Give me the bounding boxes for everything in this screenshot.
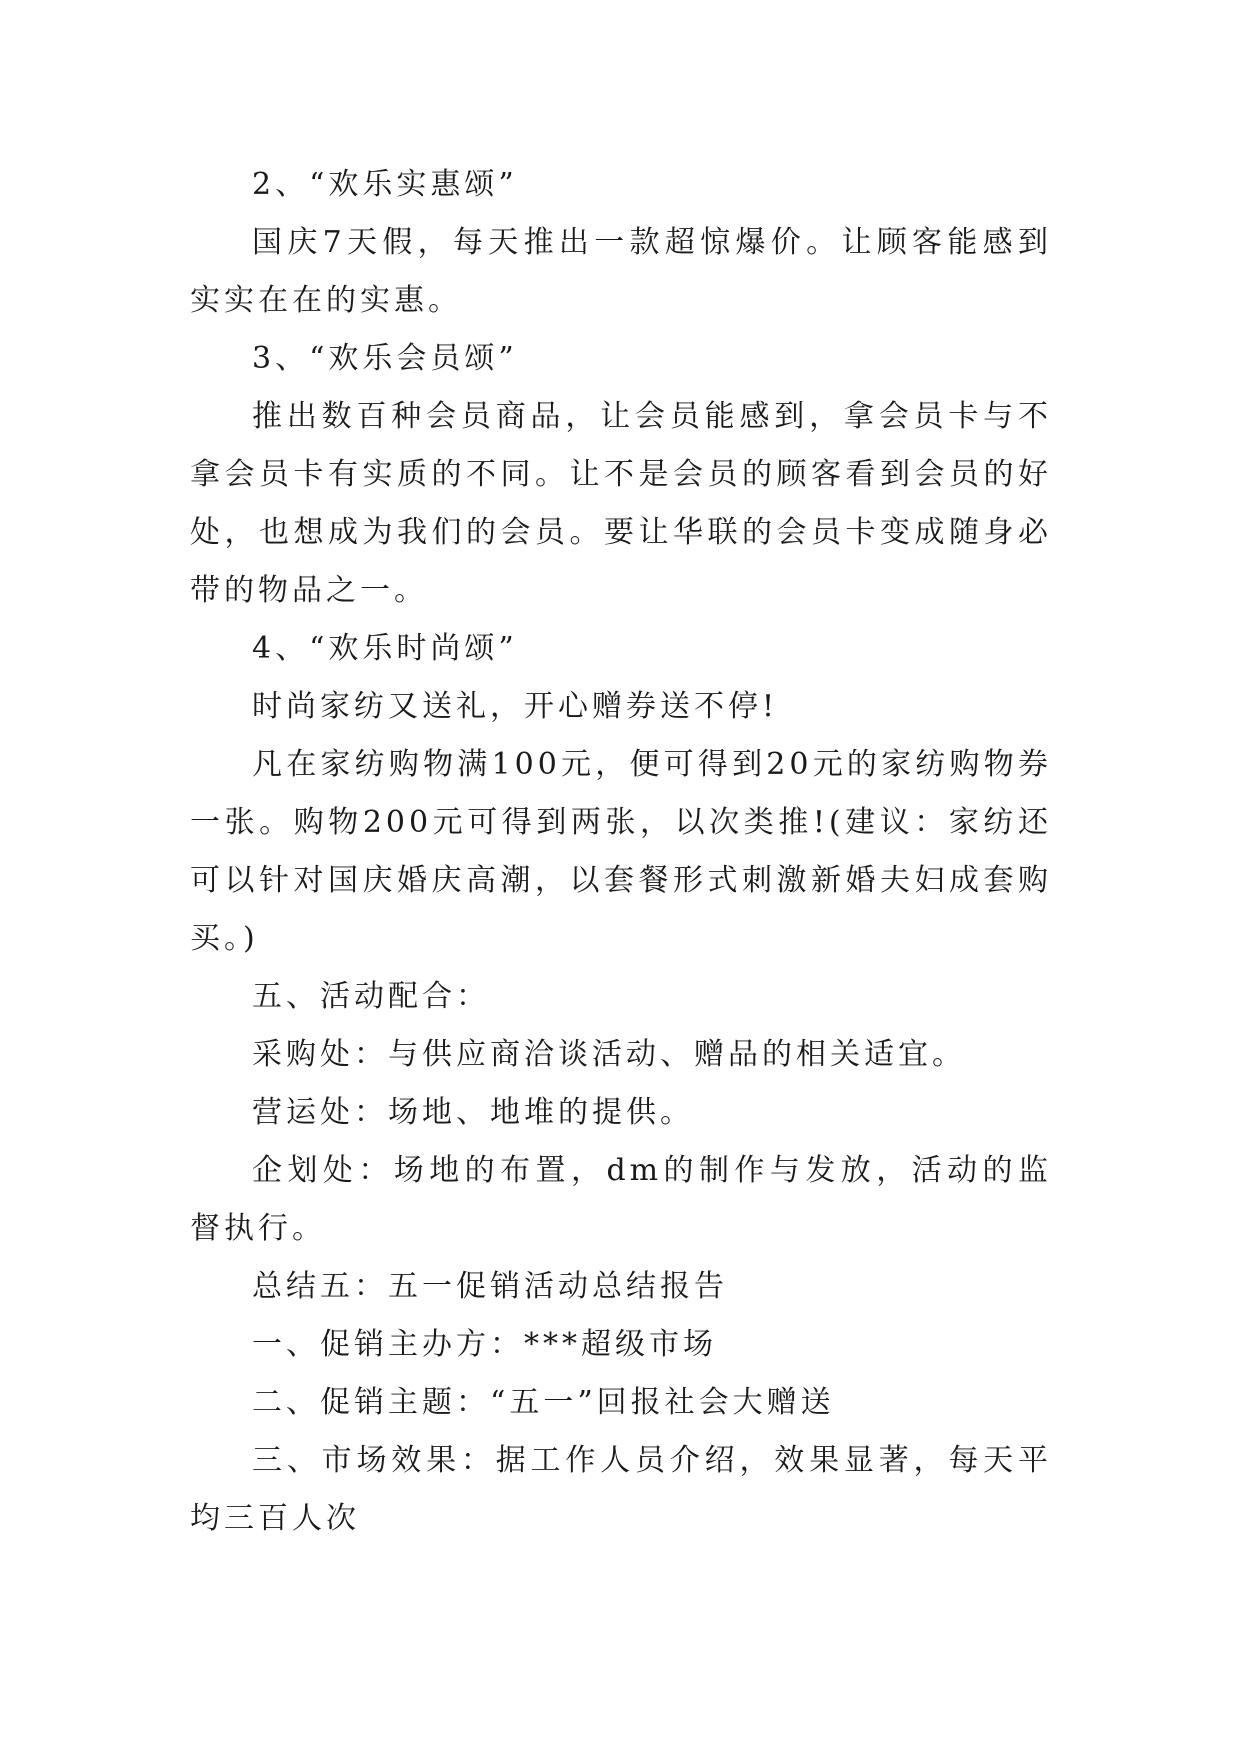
heading-happy-members: 3、“欢乐会员颂” — [252, 341, 518, 376]
heading-happy-fashion: 4、“欢乐时尚颂” — [252, 631, 518, 666]
heading-summary-five: 总结五：五一促销活动总结报告 — [252, 1269, 728, 1304]
paragraph-market-effect: 三、市场效果：据工作人员介绍，效果显著，每天平均三百人次 — [190, 1443, 1052, 1536]
paragraph-coupon-rules: 凡在家纺购物满100元，便可得到20元的家纺购物券一张。购物200元可得到两张，以次类推!(建议：家纺还可以针对国庆婚庆高潮，以套餐形式刺激新婚夫妇成套购买。) — [190, 747, 1052, 956]
document-body — [190, 156, 1052, 1548]
paragraph-fashion-gifts: 时尚家纺又送礼，开心赠券送不停! — [252, 689, 779, 724]
heading-activity-coordination: 五、活动配合： — [252, 979, 490, 1014]
paragraph-promotion-organizer: 一、促销主办方：***超级市场 — [252, 1327, 717, 1362]
paragraph-member-goods: 推出数百种会员商品，让会员能感到，拿会员卡与不拿会员卡有实质的不同。让不是会员的顾客看到会员的好处，也想成为我们的会员。要让华联的会员卡变成随身必带的物品之一。 — [190, 399, 1052, 608]
paragraph-promotion-theme: 二、促销主题：“五一”回报社会大赠送 — [252, 1385, 835, 1420]
paragraph-planning-dept: 企划处：场地的布置，dm的制作与发放，活动的监督执行。 — [190, 1153, 1052, 1246]
paragraph-national-day-deals: 国庆7天假，每天推出一款超惊爆价。让顾客能感到实实在在的实惠。 — [190, 225, 1052, 318]
paragraph-purchasing-dept: 采购处：与供应商洽谈活动、赠品的相关适宜。 — [252, 1037, 966, 1072]
paragraph-operations-dept: 营运处：场地、地堆的提供。 — [252, 1095, 694, 1130]
heading-happy-savings: 2、“欢乐实惠颂” — [252, 167, 518, 202]
